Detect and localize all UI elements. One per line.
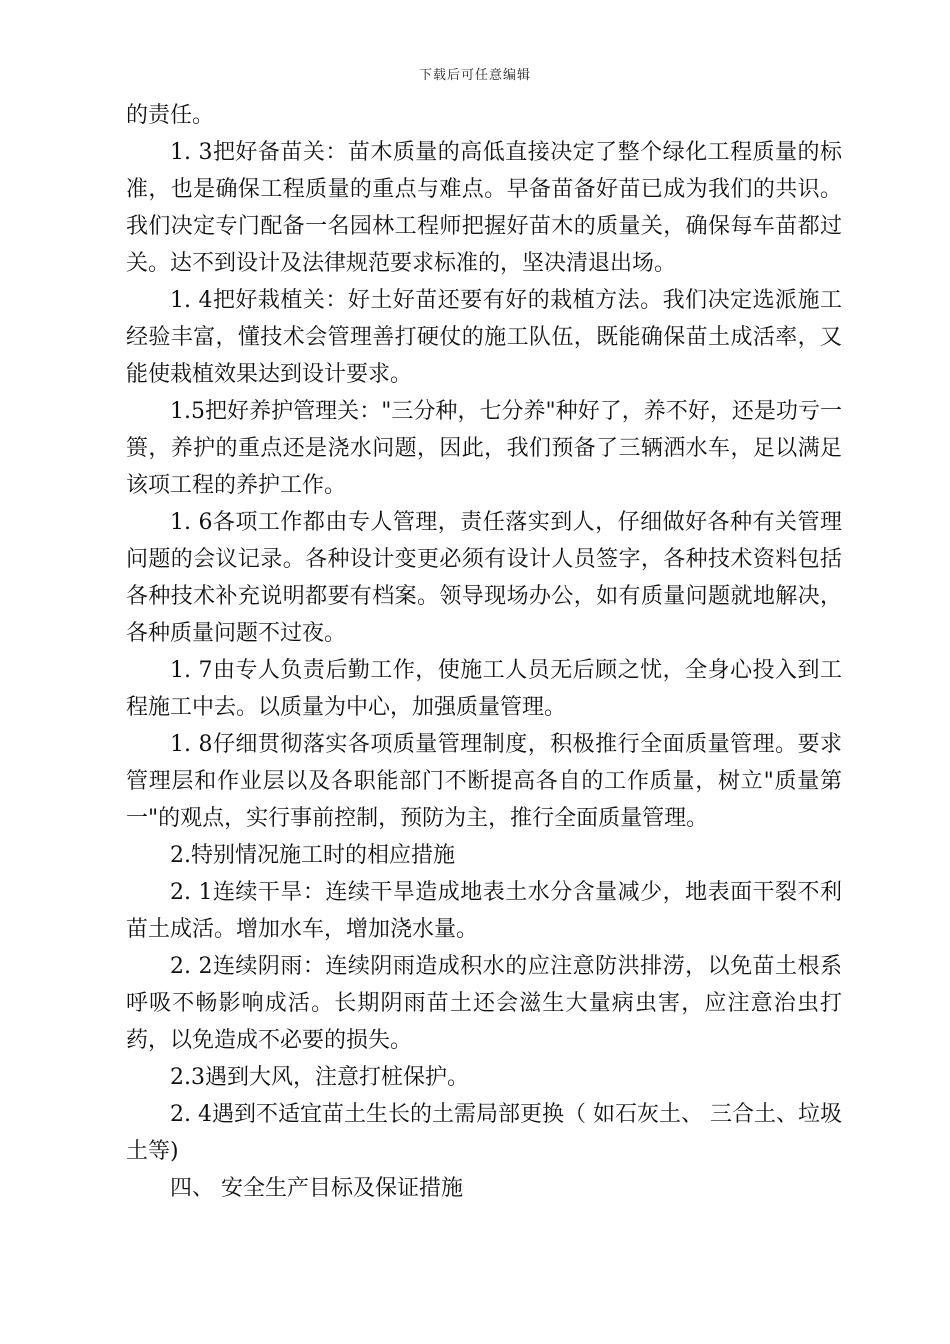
paragraph-2-3: 2.3遇到大风，注意打桩保护。 — [170, 1065, 469, 1090]
section-heading-2: 2.特别情况施工时的相应措施 — [170, 843, 455, 868]
paragraph-1-4: 1. 4把好栽植关：好土好苗还要有好的栽植方法。我们决定选派施工经验丰富，懂技术会管理善打硬仗的施工队伍，既能确保苗土成活率，又能使栽植效果达到设计要求。 — [126, 288, 842, 387]
section-heading-4: 四、 安全生产目标及保证措施 — [170, 1176, 463, 1201]
page-header: 下载后可任意编辑 — [418, 68, 531, 83]
paragraph-1-5: 1.5把好养护管理关："三分种，七分养"种好了，养不好，还是功亏一篑，养护的重点还是浇水问题，因此，我们预备了三辆洒水车，足以满足该项工程的养护工作。 — [126, 399, 842, 498]
document-body — [126, 97, 842, 1207]
paragraph-1-7: 1. 7由专人负责后勤工作，使施工人员无后顾之忧，全身心投入到工程施工中去。以质量为中心，加强质量管理。 — [126, 658, 842, 720]
paragraph-2-4: 2. 4遇到不适宜苗土生长的土需局部更换（ 如石灰土、 三合土、垃圾土等) — [126, 1102, 842, 1164]
paragraph-2-1: 2. 1连续干旱：连续干旱造成地表土水分含量减少，地表面干裂不利苗土成活。增加水车，增加浇水量。 — [126, 880, 842, 942]
paragraph-1-6: 1. 6各项工作都由专人管理，责任落实到人，仔细做好各种有关管理问题的会议记录。各种设计变更必须有设计人员签字，各种技术资料包括各种技术补充说明都要有档案。领导现场办公，如有质量问题就地解决，各种质量问题不过夜。 — [126, 510, 842, 646]
paragraph-1-8: 1. 8仔细贯彻落实各项质量管理制度，积极推行全面质量管理。要求管理层和作业层以及各职能部门不断提高各自的工作质量，树立"质量第一"的观点，实行事前控制，预防为主，推行全面质量管理。 — [126, 732, 842, 831]
paragraph-continuation: 的责任。 — [126, 103, 215, 128]
paragraph-2-2: 2. 2连续阴雨：连续阴雨造成积水的应注意防洪排涝，以免苗土根系呼吸不畅影响成活。长期阴雨苗土还会滋生大量病虫害，应注意治虫打药，以免造成不必要的损失。 — [126, 954, 842, 1053]
paragraph-1-3: 1. 3把好备苗关：苗木质量的高低直接决定了整个绿化工程质量的标准，也是确保工程质量的重点与难点。早备苗备好苗已成为我们的共识。我们决定专门配备一名园林工程师把握好苗木的质量关，确保每车苗都过关。达不到设计及法律规范要求标准的，坚决清退出场。 — [126, 140, 842, 276]
